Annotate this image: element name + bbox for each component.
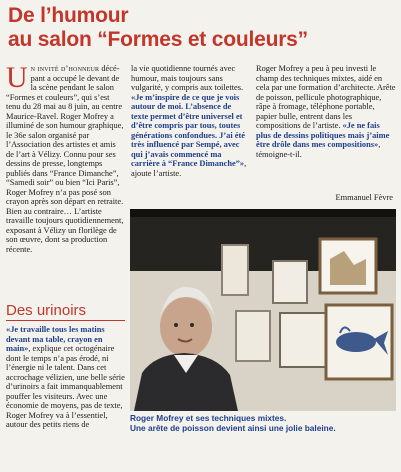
col2-paragraph-2 — [131, 93, 250, 179]
col3-after: , témoigne-t-il. — [256, 140, 381, 159]
drop-cap: U — [6, 61, 28, 94]
drole-quote: «Je ne fais plus de dessins politiques mais j’aime être drôle dans mes compositions» — [256, 121, 390, 149]
urinoirs-body: , explique cet octogénaire dont le temps n’a pas érodé, ni l’énergie ni le talent. Dans cet accrochage vélizien, une belle série d’urinoirs a fait immanquablement pouffer les visiteurs. Avec une économie de moyens, pas de texte, Roger Mofrey va à l’essentiel, autour des petits riens de — [6, 344, 125, 429]
col2-paragraph-1: la vie quotidienne tournés avec humour, mais toujours sans vulgarité, y compris aux toilettes. — [131, 64, 244, 92]
article-column-2 — [131, 64, 250, 178]
headline-line-2: au salon “Formes et couleurs” — [8, 28, 308, 51]
intro-paragraph — [6, 61, 125, 254]
intro-body: décépant a occupé le devant de la scène pendant le salon “Formes et couleurs”, qui s’est tenu du 28 mai au 8 juin, au centre Maurice-Ravel. Roger Mofrey a illuminé de son humour graphique, le 36e salon organisé par l’Association des artistes et amis de l’art à Vélizy. Connu pour ses dessins de presse, longtemps publiés dans “France Dimanche”, “Samedi soir” ou bien “Ici Paris”, Roger Mofrey n’a pas posé son crayon après son départ en retraite. Bien au contraire… L’artiste travaille toujours quotidiennement, exposant à Vélizy un florilège de son œuvre, dont sa production récente. — [6, 64, 124, 254]
article-column-3 — [256, 64, 396, 159]
author-signature: Emmanuel Fèvre — [335, 193, 393, 202]
caption-line-2: Une arête de poisson devient ainsi une jolie baleine. — [130, 422, 336, 433]
urinoirs-quote: «Je travaille tous les matins devant ma table, crayon en main» — [6, 325, 105, 353]
headline-line-1: De l’humour — [8, 4, 129, 27]
article-column-1 — [6, 61, 125, 254]
col2-after: , ajoute l’artiste. — [131, 159, 247, 178]
col3-body: Roger Mofrey a peu à peu investi le champ des techniques mixtes, aidé en cela par une formation d’architecte. Arête de poisson, pellicule photographique, râpe à fromage, téléphone portable, papier bulle, entrent dans les compositions de l’artiste. — [256, 64, 396, 130]
caption-line-1: Roger Mofrey et ses techniques mixtes. — [130, 413, 287, 423]
sempe-quote: «Je m’inspire de ce que je vois autour de moi. L’absence de texte permet d’être universel et d’être compris par tous, toutes générations confondues. J’ai été très influencé par Sempé, avec qui j’avais commencé ma carrière à “France Dimanche”» — [131, 92, 245, 168]
photo-illustration — [130, 209, 396, 411]
article-photo — [130, 209, 396, 411]
intro-smallcaps: n invité d’honneur — [30, 64, 100, 73]
col3-paragraph — [256, 64, 396, 159]
subhead-rule — [6, 320, 125, 321]
article-column-1-bottom — [6, 325, 125, 430]
section-subhead: Des urinoirs — [6, 302, 87, 319]
article-headline — [8, 4, 398, 52]
urinoirs-paragraph — [6, 325, 125, 430]
photo-caption — [130, 414, 396, 434]
